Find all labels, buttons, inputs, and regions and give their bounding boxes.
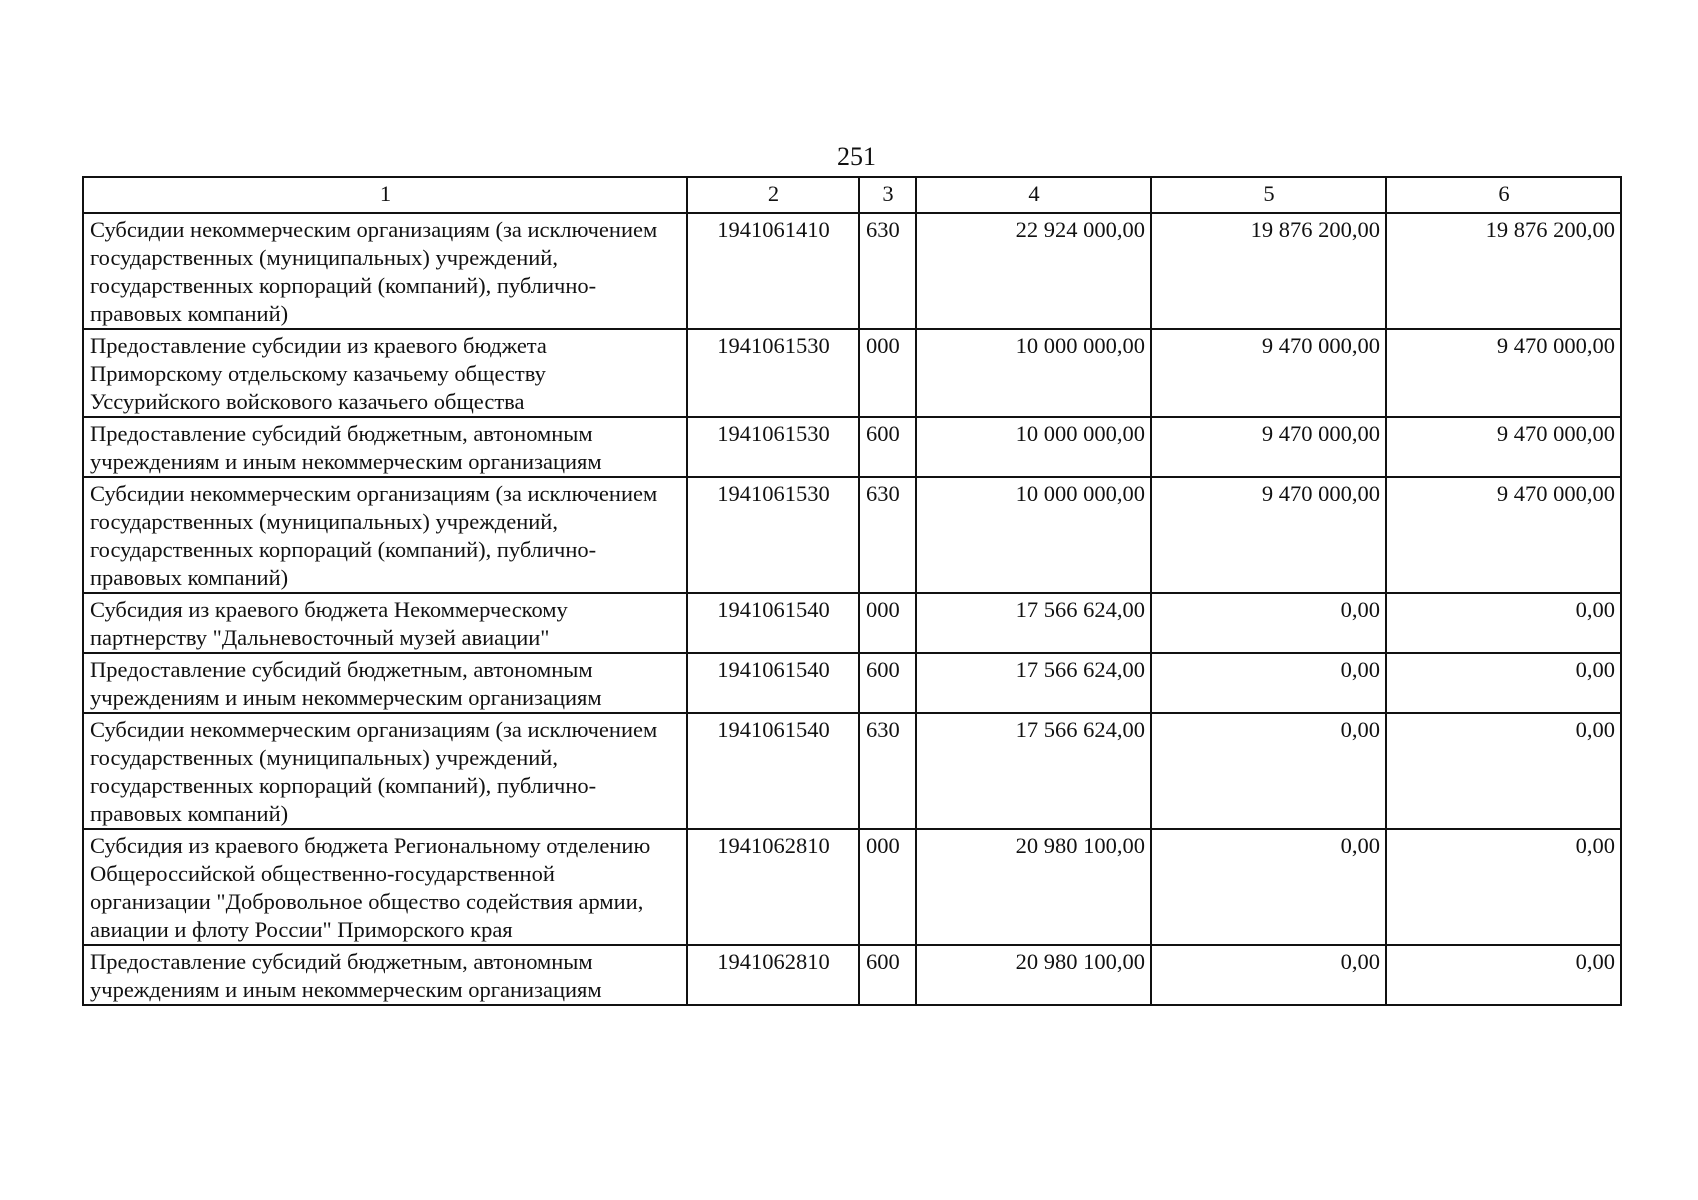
amount-column-4-cell: 17 566 624,00 xyxy=(916,653,1151,713)
expense-type-code-cell: 600 xyxy=(859,417,916,477)
expense-type-code-cell: 000 xyxy=(859,829,916,945)
amount-column-5-cell: 9 470 000,00 xyxy=(1151,477,1386,593)
column-header: 2 xyxy=(687,177,859,213)
amount-column-5-cell: 19 876 200,00 xyxy=(1151,213,1386,329)
column-header: 5 xyxy=(1151,177,1386,213)
row-name-cell: Предоставление субсидий бюджетным, автономным учреждениям и иным некоммерческим организациям xyxy=(83,653,687,713)
amount-column-6-cell: 0,00 xyxy=(1386,653,1621,713)
target-article-code-cell: 1941061410 xyxy=(687,213,859,329)
amount-column-6-cell: 0,00 xyxy=(1386,593,1621,653)
amount-column-4-cell: 20 980 100,00 xyxy=(916,829,1151,945)
target-article-code-cell: 1941061530 xyxy=(687,477,859,593)
row-name-cell: Субсидии некоммерческим организациям (за исключением государственных (муниципальных) учреждений, государственных корпораций (компаний), публично-правовых компаний) xyxy=(83,713,687,829)
expense-type-code-cell: 600 xyxy=(859,945,916,1005)
amount-column-4-cell: 17 566 624,00 xyxy=(916,713,1151,829)
column-header: 4 xyxy=(916,177,1151,213)
amount-column-6-cell: 0,00 xyxy=(1386,829,1621,945)
table-row xyxy=(83,329,1621,417)
target-article-code-cell: 1941062810 xyxy=(687,829,859,945)
amount-column-6-cell: 0,00 xyxy=(1386,713,1621,829)
table-row xyxy=(83,945,1621,1005)
row-name-cell: Субсидия из краевого бюджета Региональному отделению Общероссийской общественно-государственной организации "Добровольное общество содействия армии, авиации и флоту России" Приморского края xyxy=(83,829,687,945)
table-row xyxy=(83,213,1621,329)
amount-column-5-cell: 9 470 000,00 xyxy=(1151,417,1386,477)
target-article-code-cell: 1941062810 xyxy=(687,945,859,1005)
expense-type-code-cell: 600 xyxy=(859,653,916,713)
amount-column-6-cell: 9 470 000,00 xyxy=(1386,329,1621,417)
row-name-cell: Предоставление субсидий бюджетным, автономным учреждениям и иным некоммерческим организациям xyxy=(83,945,687,1005)
amount-column-4-cell: 20 980 100,00 xyxy=(916,945,1151,1005)
table-row xyxy=(83,829,1621,945)
amount-column-6-cell: 9 470 000,00 xyxy=(1386,417,1621,477)
column-header: 6 xyxy=(1386,177,1621,213)
table-row xyxy=(83,653,1621,713)
target-article-code-cell: 1941061540 xyxy=(687,593,859,653)
row-name-cell: Предоставление субсидии из краевого бюджета Приморскому отдельскому казачьему обществу Уссурийского войскового казачьего общества xyxy=(83,329,687,417)
row-name-cell: Предоставление субсидий бюджетным, автономным учреждениям и иным некоммерческим организациям xyxy=(83,417,687,477)
expense-type-code-cell: 630 xyxy=(859,713,916,829)
amount-column-5-cell: 0,00 xyxy=(1151,653,1386,713)
target-article-code-cell: 1941061540 xyxy=(687,713,859,829)
amount-column-4-cell: 22 924 000,00 xyxy=(916,213,1151,329)
amount-column-4-cell: 17 566 624,00 xyxy=(916,593,1151,653)
amount-column-4-cell: 10 000 000,00 xyxy=(916,417,1151,477)
amount-column-4-cell: 10 000 000,00 xyxy=(916,329,1151,417)
target-article-code-cell: 1941061530 xyxy=(687,329,859,417)
table-row xyxy=(83,593,1621,653)
row-name-cell: Субсидии некоммерческим организациям (за исключением государственных (муниципальных) учреждений, государственных корпораций (компаний), публично-правовых компаний) xyxy=(83,477,687,593)
expense-type-code-cell: 000 xyxy=(859,593,916,653)
table-row xyxy=(83,417,1621,477)
row-name-cell: Субсидия из краевого бюджета Некоммерческому партнерству "Дальневосточный музей авиации" xyxy=(83,593,687,653)
expense-type-code-cell: 630 xyxy=(859,477,916,593)
expense-type-code-cell: 630 xyxy=(859,213,916,329)
amount-column-6-cell: 9 470 000,00 xyxy=(1386,477,1621,593)
amount-column-5-cell: 9 470 000,00 xyxy=(1151,329,1386,417)
expense-type-code-cell: 000 xyxy=(859,329,916,417)
amount-column-6-cell: 19 876 200,00 xyxy=(1386,213,1621,329)
target-article-code-cell: 1941061530 xyxy=(687,417,859,477)
page-number: 251 xyxy=(837,142,876,171)
column-number-header-row xyxy=(83,177,1621,213)
row-name-cell: Субсидии некоммерческим организациям (за исключением государственных (муниципальных) учреждений, государственных корпораций (компаний), публично-правовых компаний) xyxy=(83,213,687,329)
table-body xyxy=(83,213,1621,1005)
target-article-code-cell: 1941061540 xyxy=(687,653,859,713)
amount-column-5-cell: 0,00 xyxy=(1151,713,1386,829)
column-header: 3 xyxy=(859,177,916,213)
amount-column-4-cell: 10 000 000,00 xyxy=(916,477,1151,593)
table-row xyxy=(83,713,1621,829)
amount-column-5-cell: 0,00 xyxy=(1151,829,1386,945)
amount-column-6-cell: 0,00 xyxy=(1386,945,1621,1005)
table-row xyxy=(83,477,1621,593)
budget-table xyxy=(82,176,1622,1006)
amount-column-5-cell: 0,00 xyxy=(1151,593,1386,653)
amount-column-5-cell: 0,00 xyxy=(1151,945,1386,1005)
column-header: 1 xyxy=(83,177,687,213)
